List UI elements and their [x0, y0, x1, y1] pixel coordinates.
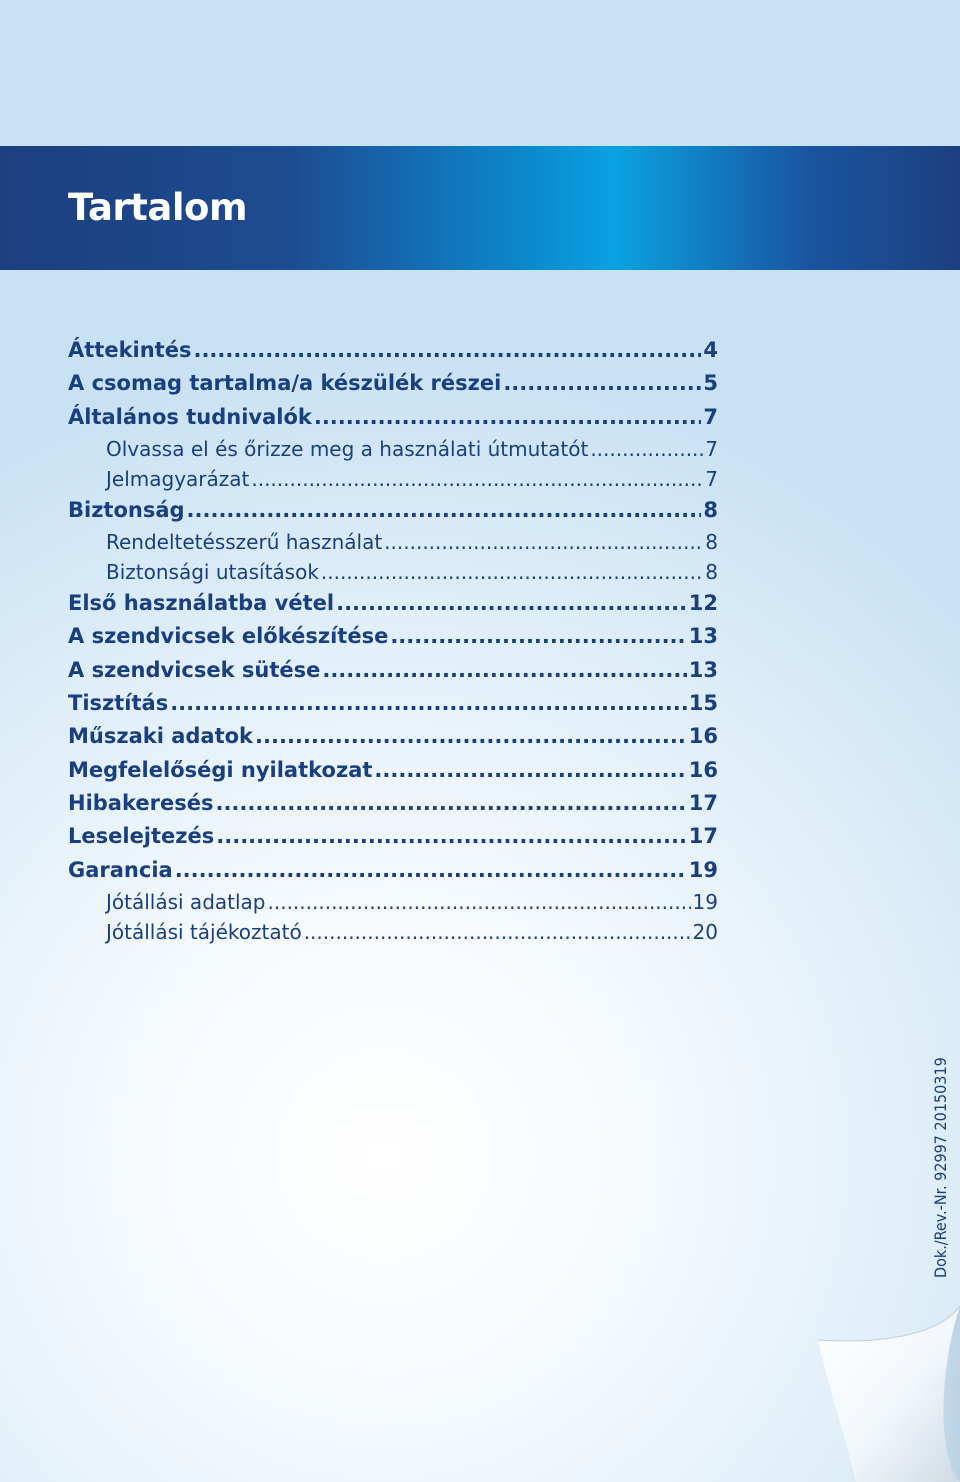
toc-entry-title: Jótállási adatlap: [106, 889, 266, 914]
toc-entry-title: Áttekintés: [68, 338, 192, 362]
toc-entry-title: A szendvicsek előkészítése: [68, 624, 389, 649]
toc-subentry[interactable]: [68, 887, 718, 917]
toc-subentry[interactable]: [68, 464, 718, 494]
toc-entry-title: Garancia: [68, 857, 173, 882]
toc-entry-page-number: 12: [688, 591, 718, 616]
toc-entry[interactable]: [68, 367, 718, 400]
page-title: Tartalom: [68, 186, 247, 229]
toc-entry-page-number: 7: [703, 404, 718, 429]
toc-entry[interactable]: [68, 401, 718, 434]
toc-subentry[interactable]: [68, 527, 718, 557]
toc-dot-leader: [175, 854, 687, 887]
toc-dot-leader: [304, 917, 691, 947]
toc-subentry[interactable]: [68, 917, 718, 947]
toc-dot-leader: [374, 754, 686, 787]
toc-entry-title: Műszaki adatok: [68, 724, 254, 749]
toc-entry[interactable]: [68, 587, 718, 620]
toc-entry-page-number: 5: [703, 371, 718, 396]
toc-entry-title: Hibakeresés: [68, 790, 214, 815]
toc-dot-leader: [193, 334, 701, 367]
toc-entry-title: A szendvicsek sütése: [68, 657, 321, 682]
toc-dot-leader: [216, 820, 687, 853]
toc-entry[interactable]: [68, 494, 718, 527]
toc-dot-leader: [314, 401, 702, 434]
toc-subentry[interactable]: [68, 557, 718, 587]
toc-entry-page-number: 19: [692, 889, 718, 914]
toc-dot-leader: [590, 434, 703, 464]
toc-dot-leader: [322, 654, 686, 687]
toc-entry-title: Általános tudnivalók: [68, 404, 312, 429]
toc-entry-page-number: 7: [705, 466, 718, 491]
toc-entry[interactable]: [68, 334, 718, 367]
toc-entry-title: Megfelelőségi nyilatkozat: [68, 757, 373, 782]
toc-subentry[interactable]: [68, 434, 718, 464]
toc-entry-title: Leselejtezés: [68, 824, 215, 849]
toc-entry[interactable]: [68, 854, 718, 887]
toc-dot-leader: [187, 494, 702, 527]
toc-dot-leader: [268, 887, 691, 917]
toc-entry-page-number: 13: [688, 657, 718, 682]
toc-entry[interactable]: [68, 620, 718, 653]
toc-entry[interactable]: [68, 787, 718, 820]
toc-entry[interactable]: [68, 820, 718, 853]
toc-entry-page-number: 16: [688, 724, 718, 749]
document-number: Dok./Rev.-Nr. 92997 20150319: [931, 1057, 950, 1278]
toc-entry-page-number: 7: [705, 436, 718, 461]
toc-entry-page-number: 17: [688, 824, 718, 849]
toc-entry[interactable]: [68, 654, 718, 687]
toc-entry-page-number: 15: [688, 691, 718, 716]
toc-entry-title: Olvassa el és őrizze meg a használati útmutatót: [106, 436, 589, 461]
table-of-contents: [68, 334, 718, 947]
toc-dot-leader: [321, 557, 703, 587]
toc-dot-leader: [170, 687, 687, 720]
toc-dot-leader: [215, 787, 686, 820]
toc-entry-title: Biztonság: [68, 497, 185, 522]
toc-dot-leader: [336, 587, 687, 620]
toc-dot-leader: [384, 527, 703, 557]
page-curl-graphic: [818, 1306, 960, 1482]
toc-entry-title: Jótállási tájékoztató: [106, 919, 302, 944]
toc-entry-page-number: 13: [688, 624, 718, 649]
toc-dot-leader: [251, 464, 703, 494]
toc-entry-title: A csomag tartalma/a készülék részei: [68, 371, 502, 396]
toc-entry-title: Első használatba vétel: [68, 591, 335, 616]
toc-dot-leader: [503, 367, 701, 400]
toc-entry-page-number: 8: [705, 530, 718, 555]
toc-entry[interactable]: [68, 720, 718, 753]
toc-entry-title: Biztonsági utasítások: [106, 560, 319, 585]
toc-entry-page-number: 20: [692, 919, 718, 944]
toc-entry[interactable]: [68, 687, 718, 720]
toc-entry-page-number: 4: [703, 338, 718, 362]
toc-entry[interactable]: [68, 754, 718, 787]
toc-entry-page-number: 19: [688, 857, 718, 882]
toc-entry-page-number: 8: [703, 497, 718, 522]
toc-entry-page-number: 17: [688, 790, 718, 815]
toc-entry-title: Rendeltetésszerű használat: [106, 530, 383, 555]
toc-dot-leader: [390, 620, 686, 653]
toc-entry-page-number: 8: [705, 560, 718, 585]
toc-entry-title: Tisztítás: [68, 691, 169, 716]
toc-entry-page-number: 16: [688, 757, 718, 782]
toc-entry-title: Jelmagyarázat: [106, 466, 250, 491]
toc-dot-leader: [255, 720, 687, 753]
